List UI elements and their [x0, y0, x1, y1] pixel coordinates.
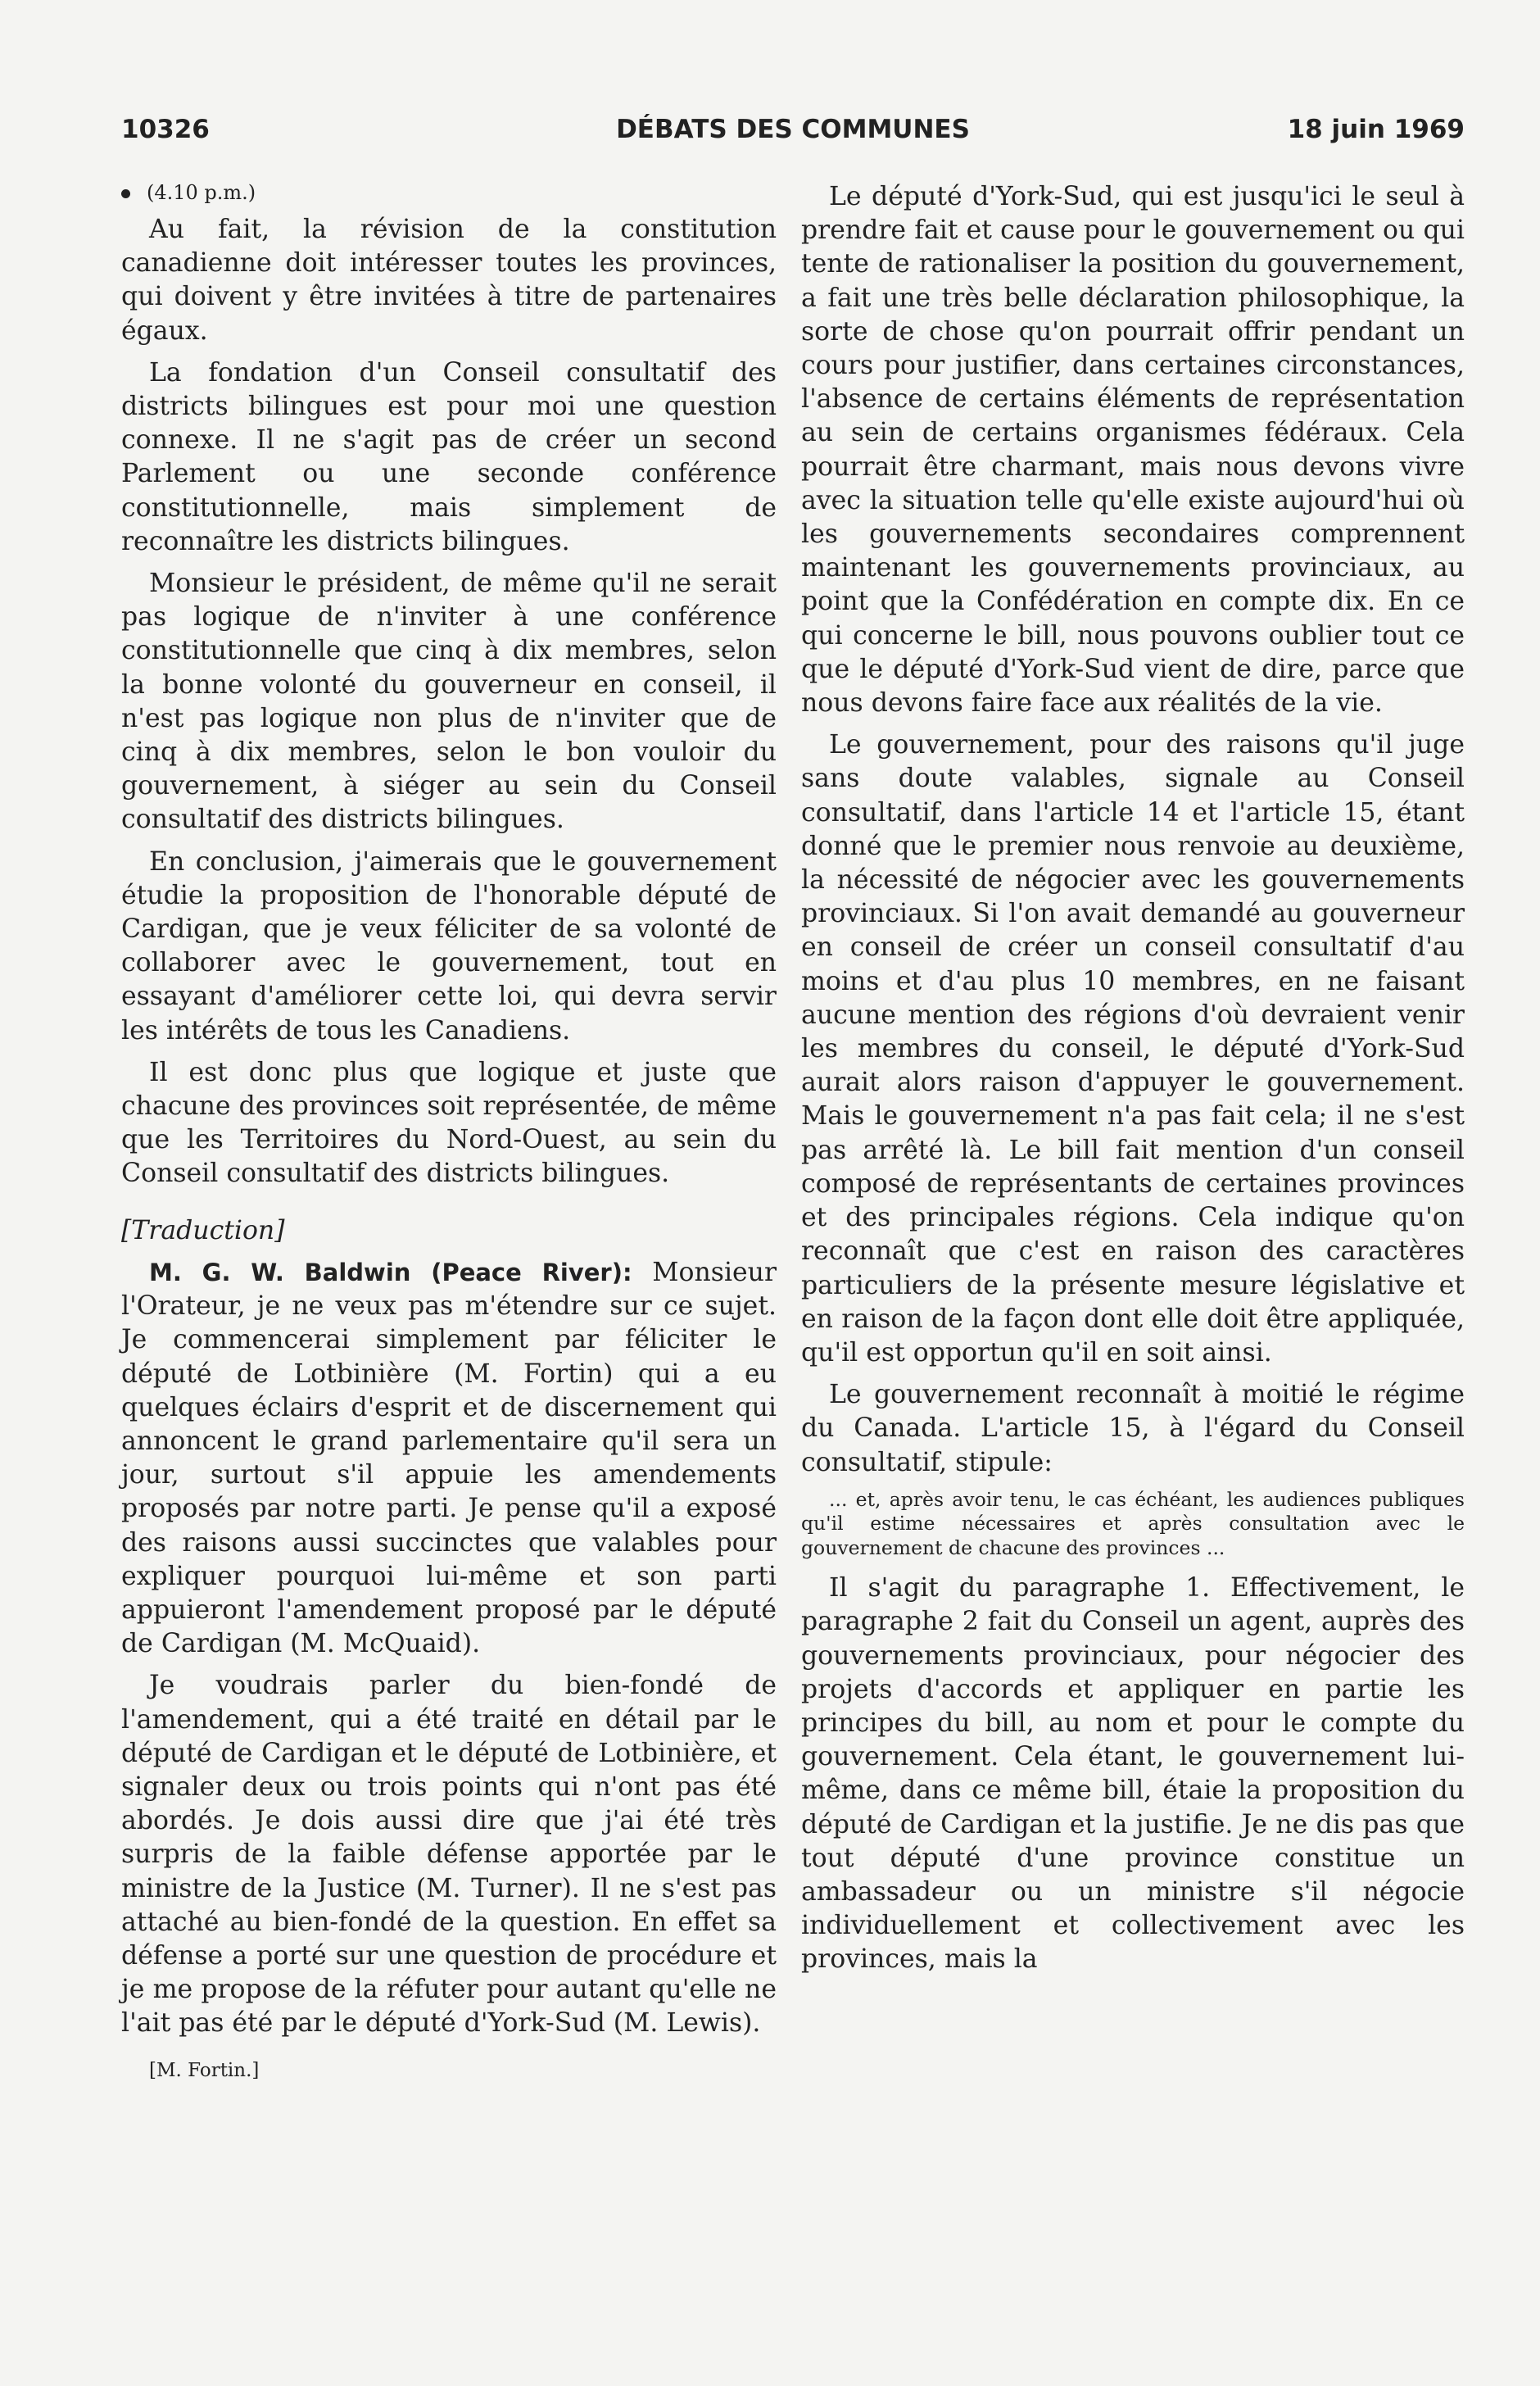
right-column	[801, 180, 1465, 1985]
speaker-paragraph: M. G. W. Baldwin (Peace River): Monsieur l'Orateur, je ne veux pas m'étendre sur ce sujet. Je commencerai simplement par féliciter le député de Lotbinière (M. Fortin) qui a eu quelques éclairs d'esprit et de discernement qui annoncent le grand parlementaire qu'il sera un jour, surtout s'il appuie les amendements proposés par notre parti. Je pense qu'il a exposé des raisons aussi succinctes que valables pour expliquer pourquoi lui-même et son parti appuieront l'amendement proposé par le député de Cardigan (M. McQuaid).	[121, 1257, 777, 1659]
paragraph: Au fait, la révision de la constitution canadienne doit intéresser toutes les provinces, qui doivent y être invitées à titre de partenaires égaux.	[121, 215, 777, 346]
left-column	[121, 180, 777, 2088]
translation-marker: [Traduction]	[121, 1215, 285, 1245]
publication-title: DÉBATS DES COMMUNES	[616, 115, 970, 144]
paragraph: En conclusion, j'aimerais que le gouvernement étudie la proposition de l'honorable député de Cardigan, que je veux féliciter de sa volonté de collaborer avec le gouvernement, tout en essayant d'améliorer cette loi, qui devra servir les intérêts de tous les Canadiens.	[121, 846, 777, 1046]
speaker-name: M. G. W. Baldwin (Peace River):	[149, 1258, 632, 1286]
page-number: 10326	[121, 115, 210, 144]
paragraph: La fondation d'un Conseil consultatif des districts bilingues est pour moi une question connexe. Il ne s'agit pas de créer un second Parlement ou une seconde conférence constitutionnelle, mais simplement de reconnaître les districts bilingues.	[121, 357, 777, 556]
paragraph: Le gouvernement, pour des raisons qu'il juge sans doute valables, signale au Conseil consultatif, dans l'article 14 et l'article 15, étant donné que le premier nous renvoie au deuxième, la nécessité de négocier avec les gouvernements provinciaux. Si l'on avait demandé au gouverneur en conseil de créer un conseil consultatif d'au moins et d'au plus 10 membres, en ne faisant aucune mention des régions d'où devraient venir les membres du conseil, le député d'York-Sud aurait alors raison d'appuyer le gouvernement. Mais le gouvernement n'a pas fait cela; il ne s'est pas arrêté là. Le bill fait mention d'un conseil composé de représentants de certaines provinces et des principales régions. Cela indique qu'on reconnaît que c'est en raison des caractères particuliers de la présente mesure législative et en raison de la façon dont elle doit être appliquée, qu'il est opportun qu'il en soit ainsi.	[801, 730, 1465, 1368]
paragraph: Je voudrais parler du bien-fondé de l'amendement, qui a été traité en détail par le député de Cardigan et le député de Lotbinière, et signaler deux ou trois points qui n'ont pas été abordés. Je dois aussi dire que j'ai été très surpris de la faible défense apportée par le ministre de la Justice (M. Turner). Il ne s'est pas attaché au bien-fondé de la question. En effet sa défense a porté sur une question de procédure et je me propose de la réfuter pour autant qu'elle ne l'ait pas été par le député d'York-Sud (M. Lewis).	[121, 1671, 777, 2039]
paragraph: Il s'agit du paragraphe 1. Effectivement, le paragraphe 2 fait du Conseil un agent, auprès des gouvernements provinciaux, pour négocier des projets d'accords et appliquer en partie les principes du bill, au nom et pour le compte du gouvernement. Cela étant, le gouvernement lui-même, dans ce même bill, étaie la proposition du député de Cardigan et la justifie. Je ne dis pas que tout député d'une province constitue un ambassadeur ou un ministre s'il négocie individuellement et collectivement avec les provinces, mais la	[801, 1573, 1465, 1975]
timestamp: (4.10 p.m.)	[121, 180, 777, 205]
paragraph: Monsieur le président, de même qu'il ne serait pas logique de n'inviter à une conférence constitutionnelle que cinq à dix membres, selon la bonne volonté du gouverneur en conseil, il n'est pas logique non plus de n'inviter que de cinq à dix membres, selon le bon vouloir du gouvernement, à siéger au sein du Conseil consultatif des districts bilingues.	[121, 569, 777, 835]
block-quote: ... et, après avoir tenu, le cas échéant, les audiences publiques qu'il estime nécessaires et après consultation avec le gouvernement de chacune des provinces ...	[801, 1487, 1465, 1559]
paragraph: Le député d'York-Sud, qui est jusqu'ici le seul à prendre fait et cause pour le gouvernement ou qui tente de rationaliser la position du gouvernement, a fait une très belle déclaration philosophique, la sorte de chose qu'on pourrait offrir pendant un cours pour justifier, dans certaines circonstances, l'absence de certains éléments de représentation au sein de certains organismes fédéraux. Cela pourrait être charmant, mais nous devons vivre avec la situation telle qu'elle existe aujourd'hui où les gouvernements secondaires comprennent maintenant les gouvernements provinciaux, au point que la Confédération en compte dix. En ce qui concerne le bill, nous pouvons oublier tout ce que le député d'York-Sud vient de dire, parce que nous devons faire face aux réalités de la vie.	[801, 182, 1465, 719]
page-header	[121, 115, 1465, 151]
bullet-icon	[121, 189, 130, 198]
speaker-footnote: [M. Fortin.]	[149, 2059, 260, 2081]
page-date: 18 juin 1969	[1287, 115, 1465, 144]
paragraph: Il est donc plus que logique et juste que chacune des provinces soit représentée, de même que les Territoires du Nord-Ouest, au sein du Conseil consultatif des districts bilingues.	[121, 1057, 777, 1189]
paragraph: Le gouvernement reconnaît à moitié le régime du Canada. L'article 15, à l'égard du Conseil consultatif, stipule:	[801, 1380, 1465, 1477]
